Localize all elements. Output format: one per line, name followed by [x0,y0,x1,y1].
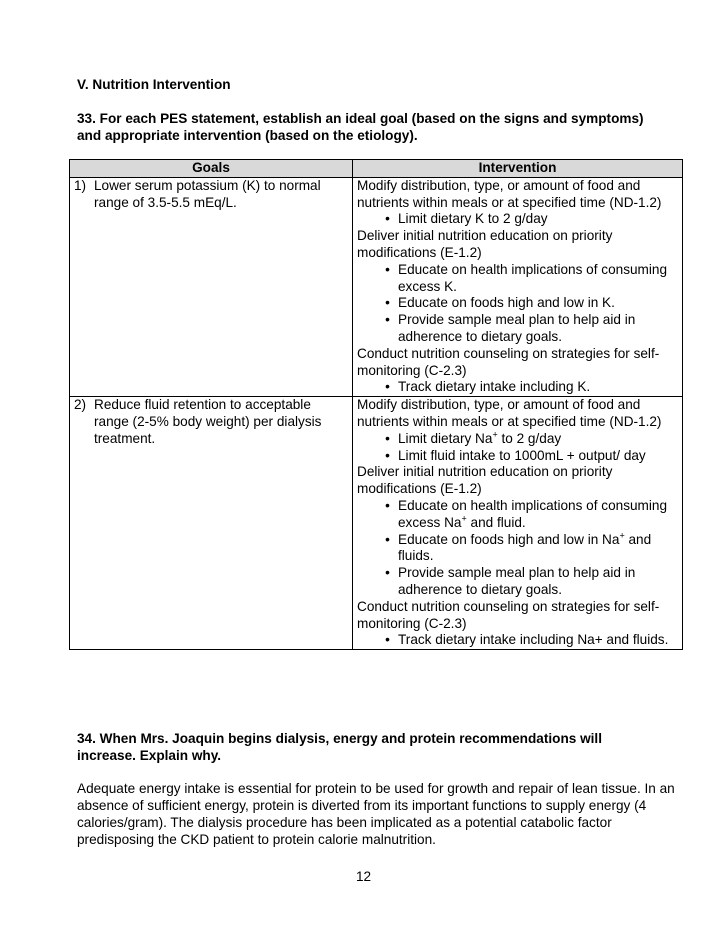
question-33: 33. For each PES statement, establish an ideal goal (based on the signs and symptoms) and appropriate intervention (based on the etiology). [77,111,644,143]
list-item [377,448,678,465]
list-item [377,632,678,649]
intervention-paragraph: Conduct nutrition counseling on strategies for self-monitoring (C-2.3) [357,598,660,631]
table-row [70,397,683,650]
bullet-icon: • [385,379,390,395]
goal-cell [70,397,353,650]
intervention-paragraph: Deliver initial nutrition education on priority modifications (E-1.2) [357,228,613,260]
answer-34: Adequate energy intake is essential for protein to be used for growth and repair of lean tissue. In an absence of sufficient energy, protein is diverted from its important functions to supply energy (4 calories/gram). The dialysis procedure has been implicated as a potential catabolic factor predisposing the CKD patient to protein calorie malnutrition. [77,781,675,847]
page-number: 12 [356,869,372,884]
list-item [377,211,678,228]
intervention-paragraph: Modify distribution, type, or amount of food and nutrients within meals or at specified time (ND-1.2) [357,177,662,210]
text-fragment: Educate on health implications of consuming excess Na [398,497,668,530]
list-item [377,565,678,599]
intervention-header: Intervention [353,160,683,178]
bullet-text: Track dietary intake including Na+ and fluids. [398,632,669,648]
list-item [377,295,678,312]
text-fragment: and fluids. [398,531,652,564]
table-header-row [70,160,683,178]
bullet-icon: • [385,312,390,328]
bullet-text [398,431,678,448]
goals-intervention-table [69,159,683,650]
bullet-text [398,532,678,566]
intervention-paragraph: Deliver initial nutrition education on priority modifications (E-1.2) [357,464,613,497]
bullet-icon: • [385,447,390,463]
goal-item [74,178,348,212]
bullet-text: Provide sample meal plan to help aid in adherence to dietary goals. [398,312,636,344]
intervention-paragraph: Modify distribution, type, or amount of food and nutrients within meals or at specified time (ND-1.2) [357,397,662,429]
bullet-icon: • [385,261,390,277]
text-fragment: and fluid. [466,514,526,530]
bullet-text [398,498,678,532]
bullet-text: Track dietary intake including K. [398,379,591,395]
bullet-text: Limit dietary K to 2 g/day [398,211,548,227]
goals-header: Goals [70,160,353,178]
superscript: + [619,530,625,540]
list-item [377,431,678,448]
list-item [377,262,678,296]
text-fragment: Limit dietary Na [398,430,493,446]
goal-text: Reduce fluid retention to acceptable range (2-5% body weight) per dialysis treatment. [94,397,322,446]
intervention-paragraph: Conduct nutrition counseling on strategies for self-monitoring (C-2.3) [357,345,660,378]
intervention-cell [353,397,683,650]
list-item [377,532,678,566]
bullet-icon: • [385,531,390,547]
bullet-text: Provide sample meal plan to help aid in adherence to dietary goals. [398,565,636,597]
superscript: + [492,429,498,440]
bullet-text: Limit fluid intake to 1000mL + output/ day [398,447,646,463]
text-fragment: to 2 g/day [497,430,562,446]
bullet-text: Educate on health implications of consuming excess K. [398,261,668,294]
bullet-icon: • [385,430,390,446]
goal-number: 1) [74,177,87,193]
section-title: V. Nutrition Intervention [77,77,231,92]
bullet-icon: • [385,211,390,227]
goal-item [74,397,348,447]
goal-text: Lower serum potassium (K) to normal range of 3.5-5.5 mEq/L. [94,177,321,210]
question-34: 34. When Mrs. Joaquin begins dialysis, energy and protein recommendations will increase. Explain why. [77,731,602,763]
list-item [377,498,678,532]
bullet-text: Educate on foods high and low in K. [398,295,615,311]
bullet-icon: • [385,565,390,581]
bullet-icon: • [385,497,390,513]
table-row [70,177,683,396]
goal-number: 2) [74,397,87,413]
superscript: + [461,513,467,524]
goal-cell [70,177,353,396]
list-item [377,379,678,396]
bullet-icon: • [385,295,390,311]
list-item [377,312,678,346]
text-fragment: Educate on foods high and low in Na [398,531,620,547]
intervention-cell [353,177,683,396]
bullet-icon: • [385,632,390,648]
